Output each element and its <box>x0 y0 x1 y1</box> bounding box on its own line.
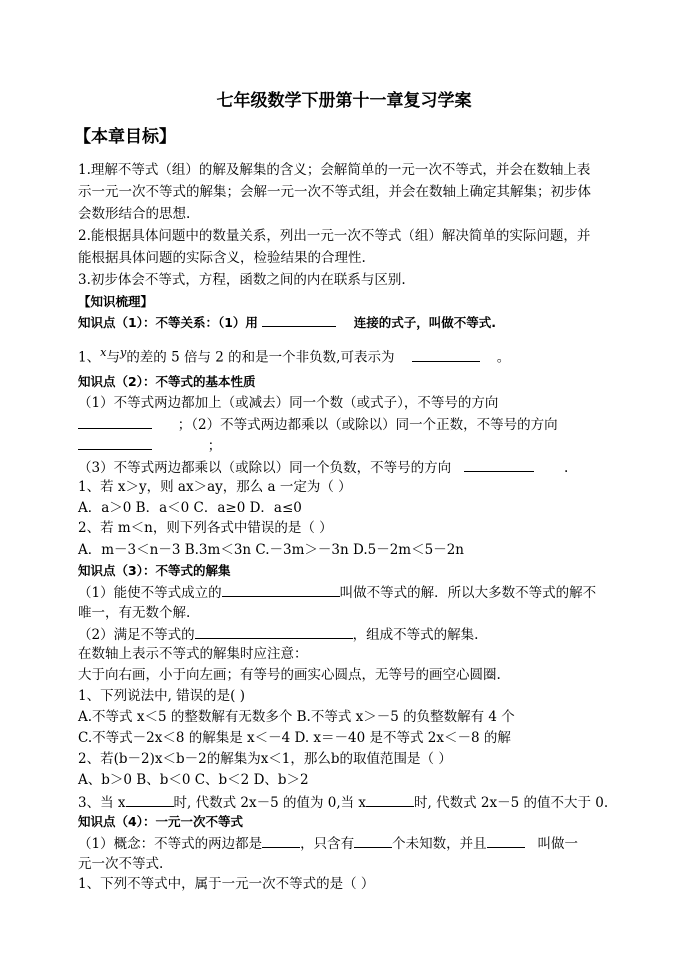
q6-text-a: 3、当 x <box>78 795 126 811</box>
goal-line-4: 2.能根据具体问题中的数量关系，列出一元一次不等式（组）解决简单的实际问题，并 <box>78 228 591 244</box>
s1-blank[interactable] <box>222 582 340 597</box>
review-heading: 【知识梳理】 <box>78 294 154 309</box>
concept-line <box>78 833 638 854</box>
q6-blank-2[interactable] <box>366 792 414 807</box>
property-1-line: （1）不等式两边都加上（或减去）同一个数（或式子），不等号的方向 <box>78 395 499 411</box>
knowledge-point-1 <box>78 312 638 333</box>
number-line-rule: 大于向右画，小于向左画；有等号的画实心圆点，无等号的画空心圆圈. <box>78 667 501 683</box>
kp1-text-b: 连接的式子，叫做不等式. <box>353 315 496 330</box>
q6-text-c: 时, 代数式 2x－5 的值不大于 0. <box>414 795 609 811</box>
question-4-1: 1、下列不等式中，属于一元一次不等式的是（ ） <box>78 876 375 892</box>
goal-line-5: 能根据具体问题的实际含义，检验结果的合理性. <box>78 250 366 266</box>
question-3-1: 1、下列说法中, 错误的是( ) <box>78 688 245 704</box>
kp1-blank[interactable] <box>262 312 336 327</box>
s2-blank[interactable] <box>195 624 353 639</box>
question-3-1-options-ab: A.不等式 x＜5 的整数解有无数多个 B.不等式 x＞－5 的负整数解有 4 个 <box>78 709 515 725</box>
p3-blank[interactable] <box>464 457 534 472</box>
c1-text-c: 个未知数，并且 <box>392 836 487 852</box>
solution-line-2: 唯一，有无数个解. <box>78 605 191 621</box>
question-3-3 <box>78 792 638 813</box>
question-2-2: 2、若 m＜n，则下列各式中错误的是（ ） <box>78 520 333 536</box>
q6-text-b: 时, 代数式 2x－5 的值为 0,当 x <box>173 795 367 811</box>
property-2-line <box>78 414 638 435</box>
var-x: x <box>100 346 107 359</box>
var-y: y <box>119 346 127 359</box>
s1-text-b: 叫做不等式的解．所以大多数不等式的解不 <box>339 585 597 601</box>
p2-end: ； <box>207 438 222 454</box>
question-3-2: 2、若(b－2)x＜b－2的解集为x＜1，那么b的取值范围是（ ） <box>78 751 452 767</box>
c1-blank-1[interactable] <box>262 833 300 848</box>
goal-line-2: 示一元一次不等式的解集；会解一元一次不等式组，并会在数轴上确定其解集；初步体 <box>78 184 591 200</box>
concept-line-2: 元一次不等式. <box>78 856 164 872</box>
q1-num: 1、 <box>78 349 101 366</box>
q1-text: 的差的 5 倍与 2 的和是一个非负数,可表示为 <box>126 349 395 366</box>
property-2-blank-line <box>78 435 638 456</box>
p2-blank[interactable] <box>78 435 152 450</box>
solution-line-1 <box>78 582 638 603</box>
c1-blank-2[interactable] <box>354 833 392 848</box>
c1-text-b: ，只含有 <box>300 836 355 852</box>
goal-line-1: 1.理解不等式（组）的解及解集的含义；会解简单的一元一次不等式，并会在数轴上表 <box>78 162 591 178</box>
question-2-1-options: A．a＞0 B．a＜0 C．a≥0 D．a≤0 <box>78 500 302 516</box>
s1-text-a: （1）能使不等式成立的 <box>78 585 222 601</box>
goal-line-3: 会数形结合的思想. <box>78 206 191 222</box>
c1-text-d: 叫做一 <box>537 836 578 852</box>
property-2-text: ；（2）不等式两边都乘以（或除以）同一个正数，不等号的方向 <box>177 417 558 433</box>
c1-text-a: （1）概念：不等式的两边都是 <box>78 836 263 852</box>
number-line-note: 在数轴上表示不等式的解集时应注意： <box>78 646 308 662</box>
c1-blank-3[interactable] <box>487 833 525 848</box>
question-1-1 <box>78 343 638 368</box>
p3-end: . <box>564 460 569 476</box>
knowledge-point-3: 知识点（3）：不等式的解集 <box>78 563 231 578</box>
s2-text-b: ，组成不等式的解集. <box>352 627 479 643</box>
question-2-2-options: A．m－3＜n－3 B.3m＜3n C.－3m＞－3n D.5－2m＜5－2n <box>78 542 464 558</box>
knowledge-point-2: 知识点（2）：不等式的基本性质 <box>78 374 256 389</box>
goals-heading: 【本章目标】 <box>74 127 176 147</box>
s2-text-a: （2）满足不等式的 <box>78 627 195 643</box>
kp1-text-a: 知识点（1）：不等关系：（1）用 <box>78 315 258 330</box>
property-3-text: （3）不等式两边都乘以（或除以）同一个负数，不等号的方向 <box>78 460 452 476</box>
goal-line-6: 3.初步体会不等式，方程，函数之间的内在联系与区别. <box>78 272 406 288</box>
question-2-1: 1、若 x＞y，则 ax＞ay，那么 a 一定为（ ） <box>78 479 352 495</box>
q1-blank[interactable] <box>412 347 480 362</box>
question-3-1-options-cd: C.不等式－2x＜8 的解集是 x＜－4 D. x＝－40 是不等式 2x＜－8 的解 <box>78 730 511 746</box>
knowledge-point-4: 知识点（4）：一元一次不等式 <box>78 814 243 829</box>
q1-end: 。 <box>496 349 511 366</box>
page-title: 七年级数学下册第十一章复习学案 <box>216 91 472 111</box>
property-3-line <box>78 457 638 478</box>
solution-line-3 <box>78 624 638 645</box>
q1-text-with: 与 <box>106 349 120 366</box>
p1-blank[interactable] <box>78 414 152 429</box>
q6-blank-1[interactable] <box>126 792 174 807</box>
question-3-2-options: A、b＞0 B、b＜0 C、b＜2 D、b＞2 <box>78 772 309 788</box>
